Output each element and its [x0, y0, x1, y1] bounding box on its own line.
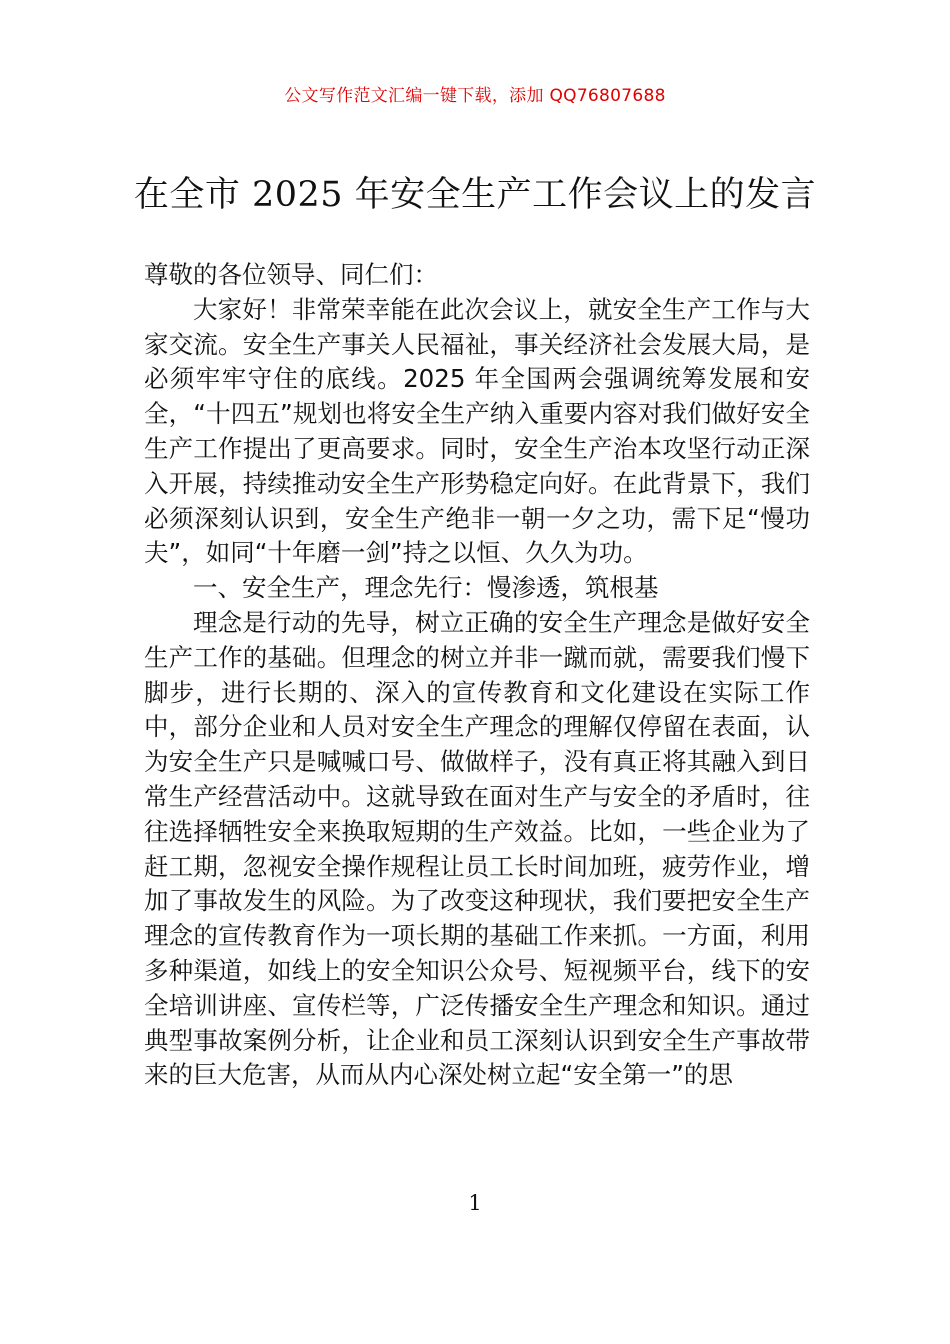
section-heading: 一、安全生产，理念先行：慢渗透，筑根基	[193, 573, 659, 603]
paragraph-intro: 大家好！非常荣幸能在此次会议上，就安全生产工作与大家交流。安全生产事关人民福祉，事关经济社会发展大局，是必须牢牢守住的底线。2025 年全国两会强调统筹发展和安全，“十四五”规划也将安全生产纳入重要内容对我们做好安全生产工作提出了更高要求。同时，安全生产治本攻坚行动正深入开展，持续推动安全生产形势稳定向好。在此背景下，我们必须深刻认识到，安全生产绝非一朝一夕之功，需下足“慢功夫”，如同“十年磨一剑”持之以恒、久久为功。	[144, 294, 810, 568]
download-notice: 公文写作范文汇编一键下载，添加 QQ76807688	[284, 86, 666, 106]
document-body	[144, 258, 810, 1093]
salutation: 尊敬的各位领导、同仁们：	[144, 260, 438, 289]
document-title: 在全市 2025 年安全生产工作会议上的发言	[133, 175, 817, 215]
page-number: 1	[468, 1191, 482, 1215]
paragraph-concept: 理念是行动的先导，树立正确的安全生产理念是做好安全生产工作的基础。但理念的树立并非一蹴而就，需要我们慢下脚步，进行长期的、深入的宣传教育和文化建设在实际工作中，部分企业和人员对安全生产理念的理解仅停留在表面，认为安全生产只是喊喊口号、做做样子，没有真正将其融入到日常生产经营活动中。这就导致在面对生产与安全的矛盾时，往往选择牺牲安全来换取短期的生产效益。比如，一些企业为了赶工期，忽视安全操作规程让员工长时间加班，疲劳作业，增加了事故发生的风险。为了改变这种现状，我们要把安全生产理念的宣传教育作为一项长期的基础工作来抓。一方面，利用多种渠道，如线上的安全知识公众号、短视频平台，线下的安全培训讲座、宣传栏等，广泛传播安全生产理念和知识。通过典型事故案例分析，让企业和员工深刻认识到安全生产事故带来的巨大危害，从而从内心深处树立起“安全第一”的思	[144, 607, 810, 1090]
